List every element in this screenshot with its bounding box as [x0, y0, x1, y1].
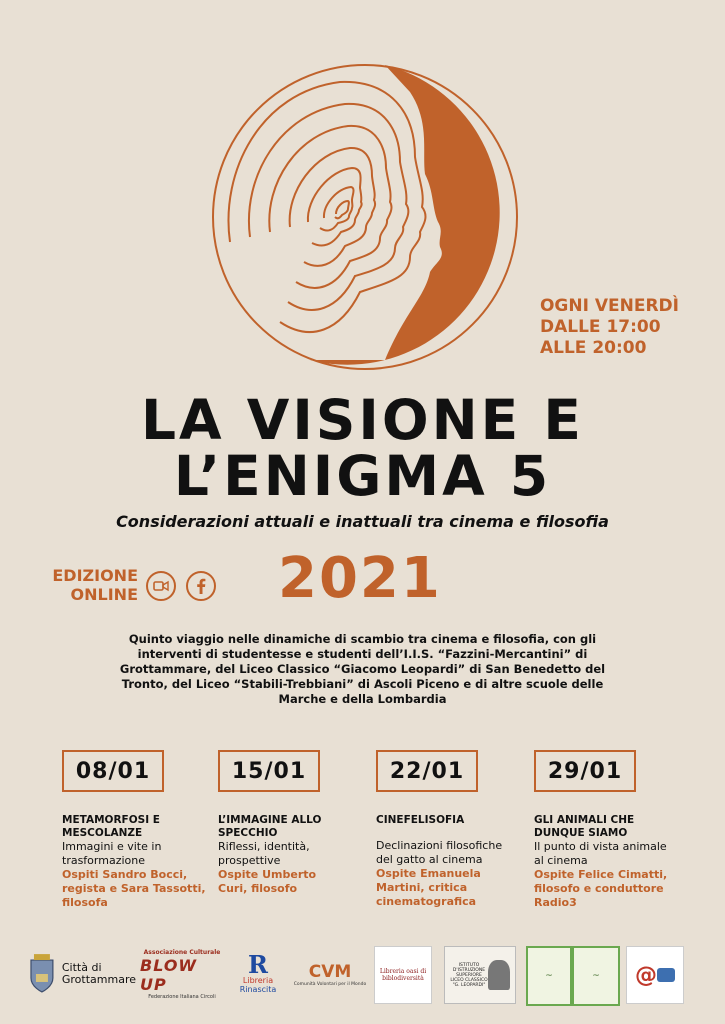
edition-line-2: ONLINE [70, 585, 138, 604]
signature-icon: ~ [545, 971, 553, 981]
event-guest: Ospite Umberto Curi, filosofo [218, 868, 317, 895]
event-card [62, 750, 207, 910]
schedule-block [540, 296, 679, 359]
schedule-end: ALLE 20:00 [539, 338, 647, 358]
event-description: Il punto di vista animale al cinema [534, 840, 667, 867]
school-logo-green-2 [572, 946, 620, 1006]
event-date: 22/01 [376, 750, 478, 792]
schedule-day: OGNI VENERDÌ [539, 296, 679, 316]
event-description: Immagini e vite in trasformazione [62, 840, 162, 867]
event-date: 15/01 [218, 750, 320, 792]
coat-of-arms-icon [28, 954, 56, 994]
event-guest: Ospite Felice Cimatti, filosofo e conduttore Radio3 [534, 868, 668, 909]
grottammare-line-1: Città di [61, 961, 102, 974]
liceo-text: ISTITUTO D'ISTRUZIONE SUPERIORE LICEO CLASSICO "G. LEOPARDI" [450, 962, 488, 988]
edition-line-1: EDIZIONE [52, 566, 138, 585]
edition-label [30, 566, 138, 604]
event-description: Riflessi, identità, prospettive [218, 840, 310, 867]
page-title [0, 388, 725, 508]
school-logo-green [526, 946, 572, 1006]
event-date: 08/01 [62, 750, 164, 792]
event-card [218, 750, 348, 896]
grottammare-logo [28, 946, 136, 1002]
concentric-contours [228, 82, 425, 332]
blowup-logo [140, 946, 224, 1002]
intro-paragraph: Quinto viaggio nelle dinamiche di scambio tra cinema e filosofia, con gli interventi di studentesse e studenti dell’I.I.S. “Fazzini-Mercantini” di Grottammare, del Liceo Classico “Giacomo Leopardi” di San Benedetto del Tronto, del Liceo “Stabili-Trebbiani” di Ascoli Piceno e di altre scuole delle Marche e della Lombardia [119, 632, 606, 706]
blowup-top: Associazione Culturale [143, 948, 221, 956]
liceo-logo [444, 946, 516, 1004]
video-camera-icon[interactable] [146, 571, 176, 601]
school-logo-red [626, 946, 684, 1004]
building-icon [657, 968, 675, 982]
event-title: L’IMMAGINE ALLO SPECCHIO [218, 814, 322, 839]
logo-profile-artwork [200, 62, 530, 372]
biblio-text: Libreria oasi di biblodiversità [379, 968, 427, 982]
blowup-name: BLOW UP [140, 955, 198, 994]
libreria-line-1: Libreria [242, 976, 274, 985]
event-date: 29/01 [534, 750, 636, 792]
event-year: 2021 [278, 546, 442, 611]
facebook-icon[interactable] [186, 571, 216, 601]
event-title: CINEFELISOFIA [376, 814, 465, 826]
event-card [534, 750, 674, 910]
event-guest: Ospiti Sandro Bocci, regista e Sara Tassotti, filosofa [62, 868, 206, 909]
page-subtitle: Considerazioni attuali e inattuali tra cinema e filosofia [116, 512, 609, 531]
blowup-sub: Federazione Italiana Circoli [148, 993, 216, 1000]
signature-icon: ~ [592, 971, 600, 981]
schedule-start: DALLE 17:00 [539, 317, 661, 337]
sponsor-logos [28, 946, 698, 1002]
cvm-sub: Comunità Volontari per il Mondo [293, 981, 367, 987]
libreria-line-2: Rinascita [239, 985, 277, 994]
event-description: Declinazioni filosofiche del gatto al cinema [376, 839, 503, 866]
event-guest: Ospite Emanuela Martini, critica cinematografica [376, 867, 481, 908]
title-line-1: LA VISIONE E [141, 388, 584, 452]
libreria-r-icon: R [248, 950, 268, 979]
event-title: METAMORFOSI E MESCOLANZE [62, 814, 160, 839]
cvm-name: CVM [308, 961, 352, 982]
portrait-icon [488, 960, 510, 990]
at-symbol-icon: @ [635, 962, 657, 988]
biblio-logo [374, 946, 432, 1004]
grottammare-line-2: Grottammare [61, 973, 136, 986]
cvm-logo [290, 946, 370, 1002]
event-title: GLI ANIMALI CHE DUNQUE SIAMO [534, 814, 635, 839]
title-line-2: L’ENIGMA 5 [173, 444, 552, 508]
event-card [376, 750, 506, 909]
libreria-rinascita-logo [228, 946, 288, 1002]
